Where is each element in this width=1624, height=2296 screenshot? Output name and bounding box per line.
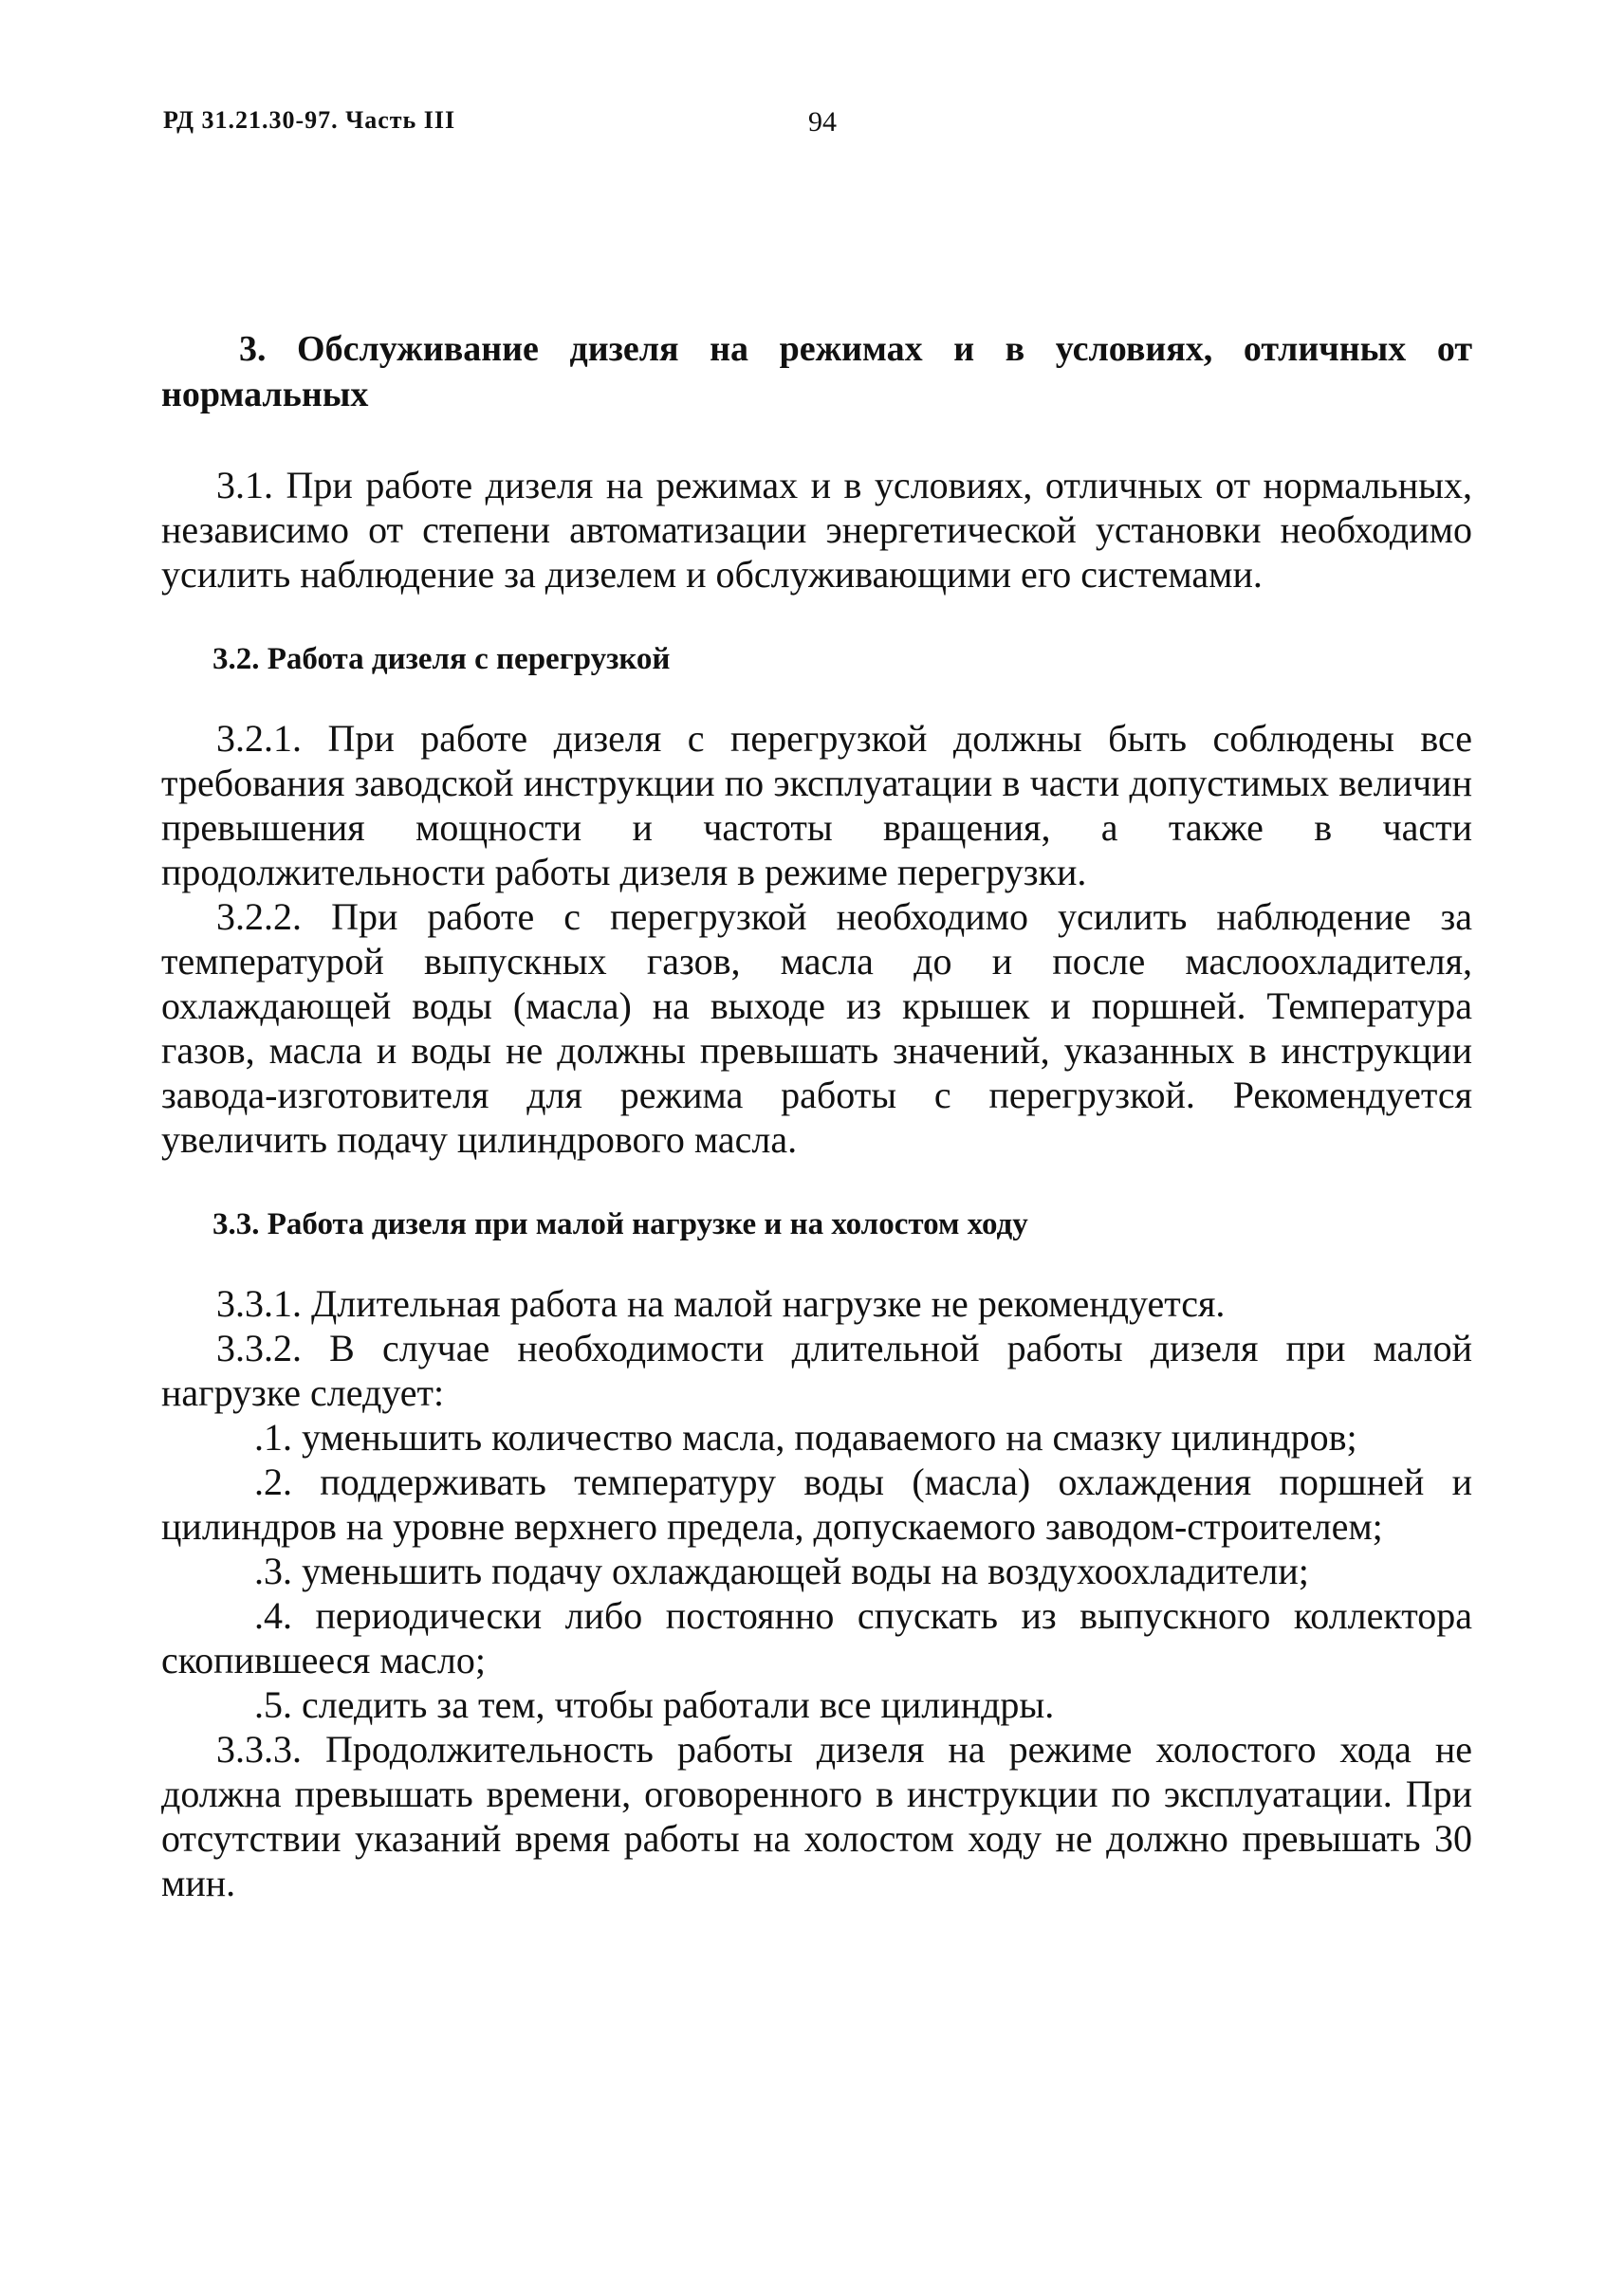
page-header bbox=[161, 106, 1472, 174]
paragraph-3-1: 3.1. При работе дизеля на режимах и в условиях, отличных от нормальных, независимо от степени автоматизации энергетической установки необходимо усилить наблюдение за дизелем и обслуживающими его системами. bbox=[161, 464, 1472, 596]
section-3-title: 3. Обслуживание дизеля на режимах и в условиях, отличных от нормальных bbox=[161, 329, 1472, 414]
paragraph-3-3-2: 3.3.2. В случае необходимости длительной работы дизеля при малой нагрузке следует: bbox=[161, 1327, 1472, 1414]
paragraph-3-2-2: 3.2.2. При работе с перегрузкой необходимо усилить наблюдение за температурой выпускных газов, масла до и после маслоохладителя, охлаждающей воды (масла) на выходе из крышек и поршней. Температура газов, масла и воды не должны превышать значений, указанных в инструкции завода-изготовителя для режима работы с перегрузкой. Рекомендуется увеличить подачу цилиндрового масла. bbox=[161, 895, 1472, 1161]
paragraph-3-2-1: 3.2.1. При работе дизеля с перегрузкой должны быть соблюдены все требования заводской инструкции по эксплуатации в части допустимых величин превышения мощности и частоты вращения, а также в части продолжительности работы дизеля в режиме перегрузки. bbox=[161, 717, 1472, 893]
section-3-3-title: 3.3. Работа дизеля при малой нагрузке и на холостом ходу bbox=[212, 1207, 1028, 1241]
list-item: .1. уменьшить количество масла, подаваемого на смазку цилиндров; bbox=[254, 1416, 1357, 1459]
page-number: 94 bbox=[808, 106, 837, 138]
list-item: .5. следить за тем, чтобы работали все цилиндры. bbox=[254, 1683, 1055, 1726]
paragraph-3-3-1: 3.3.1. Длительная работа на малой нагрузке не рекомендуется. bbox=[216, 1282, 1226, 1325]
section-3-2-title: 3.2. Работа дизеля с перегрузкой bbox=[212, 642, 671, 676]
document-code: РД 31.21.30-97. Часть III bbox=[163, 106, 456, 134]
list-item: .3. уменьшить подачу охлаждающей воды на воздухоохладители; bbox=[254, 1550, 1309, 1592]
list-item: .2. поддерживать температуру воды (масла) охлаждения поршней и цилиндров на уровне верхнего предела, допускаемого заводом-строителем; bbox=[161, 1460, 1472, 1548]
paragraph-3-3-3: 3.3.3. Продолжительность работы дизеля на режиме холостого хода не должна превышать времени, оговоренного в инструкции по эксплуатации. При отсутствии указаний время работы на холостом ходу не должно превышать 30 мин. bbox=[161, 1728, 1472, 1904]
list-item: .4. периодически либо постоянно спускать из выпускного коллектора скопившееся масло; bbox=[161, 1594, 1472, 1681]
